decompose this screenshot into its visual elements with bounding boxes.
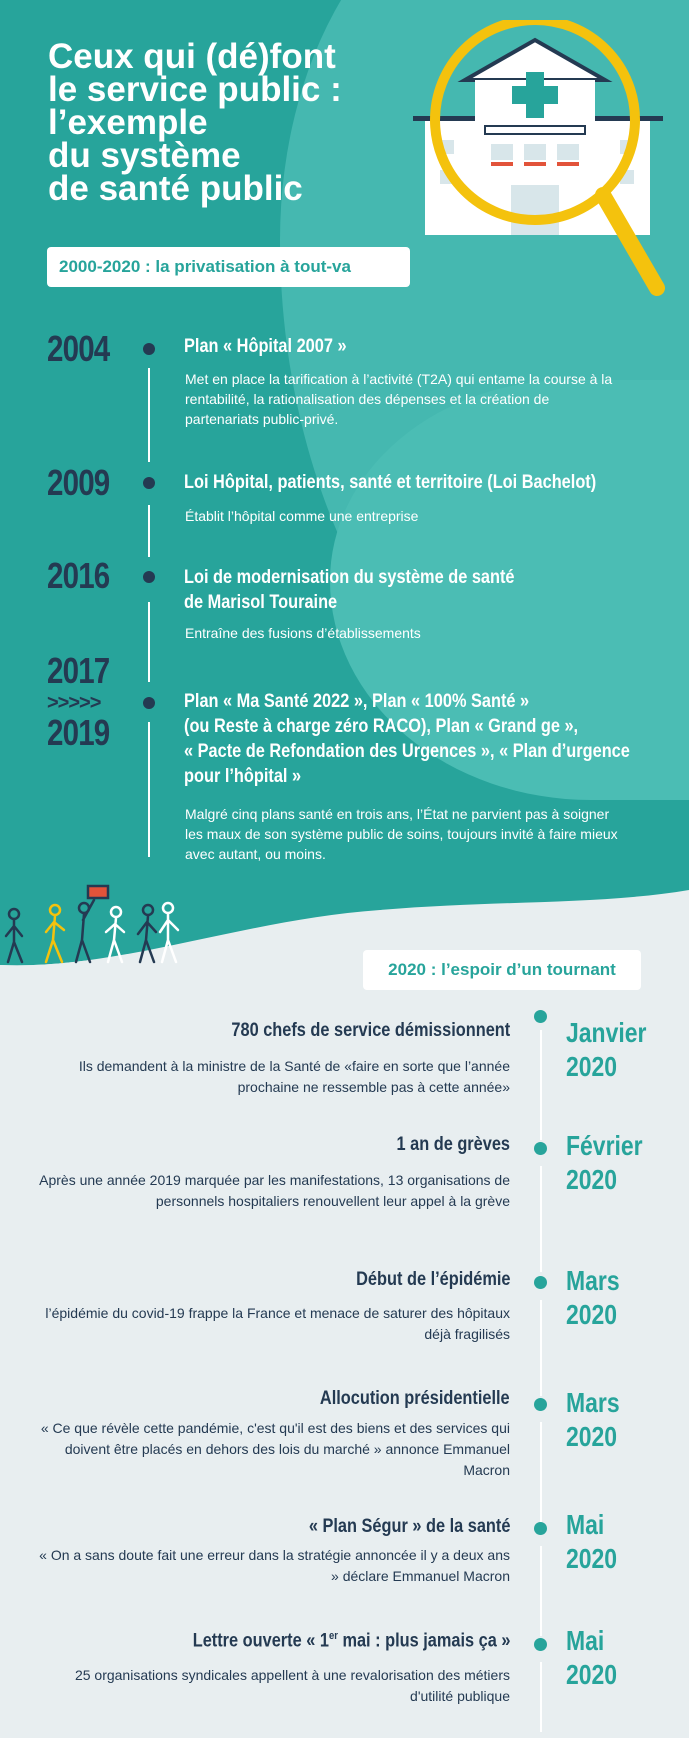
- event-month: Mai: [566, 1625, 605, 1656]
- timeline-line: [540, 1166, 542, 1272]
- timeline-dot: [143, 477, 155, 489]
- event-description: « On a sans doute fait une erreur dans la stratégie annoncée il y a deux ans » déclare Emmanuel Macron: [39, 1547, 510, 1584]
- event-year: 2020: [566, 1543, 618, 1574]
- event-description: « Ce que révèle cette pandémie, c'est qu'il est des biens et des services qui doivent être placés en dehors des lois du marché » annonce Emmanuel Macron: [40, 1420, 510, 1478]
- timeline-line: [540, 1030, 542, 1140]
- timeline-dot: [534, 1142, 547, 1155]
- event-description: l’épidémie du covid-19 frappe la France et menace de saturer des hôpitaux déjà fragilisés: [45, 1305, 510, 1342]
- event-year: 2020: [566, 1051, 618, 1082]
- event-title: Loi Hôpital, patients, santé et territoire (Loi Bachelot): [184, 472, 597, 493]
- timeline-dot: [534, 1276, 547, 1289]
- timeline-line: [148, 602, 150, 682]
- timeline-dot: [534, 1010, 547, 1023]
- timeline-dot: [534, 1522, 547, 1535]
- event-title-line: (ou Reste à charge zéro RACO), Plan « Grand ge »,: [184, 716, 579, 737]
- timeline-dot: [534, 1638, 547, 1651]
- timeline-line: [540, 1422, 542, 1522]
- event-month: Mai: [566, 1509, 605, 1540]
- timeline-dot: [143, 697, 155, 709]
- event-title: [184, 565, 666, 615]
- event-description: Après une année 2019 marquée par les manifestations, 13 organisations de personnels hospitaliers renouvellent leur appel à la grève: [39, 1172, 510, 1209]
- event-year: 2020: [566, 1299, 618, 1330]
- hospital-magnifier-illustration: [405, 20, 675, 300]
- event-title: 1 an de grèves: [396, 1134, 510, 1155]
- event-year: 2020: [566, 1421, 618, 1452]
- title-line: du système: [48, 136, 241, 175]
- event-title-line: Plan « Ma Santé 2022 », Plan « 100% Santé »: [184, 691, 530, 712]
- title-line: de santé public: [48, 169, 303, 208]
- timeline-line: [540, 1662, 542, 1732]
- event-date: [566, 1016, 646, 1084]
- event-month: Janvier: [566, 1017, 647, 1048]
- event-title-part: mai : plus jamais ça »: [337, 1630, 510, 1652]
- timeline-dot: [534, 1398, 547, 1411]
- timeline-year: 2009: [47, 462, 110, 503]
- event-month: Mars: [566, 1265, 620, 1296]
- event-title-line: Loi de modernisation du système de santé: [184, 567, 515, 588]
- event-description: 25 organisations syndicales appellent à une revalorisation des métiers d'utilité publique: [74, 1667, 510, 1704]
- event-title: Allocution présidentielle: [320, 1388, 510, 1409]
- title-line: l’exemple: [48, 103, 208, 142]
- event-title: [192, 1630, 510, 1652]
- event-date: [566, 1386, 620, 1454]
- event-date: [566, 1624, 617, 1692]
- event-date: [566, 1129, 643, 1197]
- timeline-year-start: 2017: [47, 650, 110, 691]
- section-label-privatisation: 2000-2020 : la privatisation à tout-va: [47, 247, 410, 287]
- event-year: 2020: [566, 1164, 618, 1195]
- event-title-line: pour l’hôpital »: [184, 766, 302, 787]
- title-line: Ceux qui (dé)font: [48, 37, 336, 76]
- event-title: Plan « Hôpital 2007 »: [184, 336, 347, 357]
- event-date: [566, 1508, 617, 1576]
- event-description: Malgré cinq plans santé en trois ans, l’État ne parvient pas à soigner les maux de son système public de soins, toujours invité à faire mieux avec autant, ou moins.: [185, 806, 618, 862]
- page-title: [48, 37, 408, 208]
- timeline-dot: [143, 571, 155, 583]
- timeline-line: [148, 505, 150, 557]
- event-title: [184, 689, 666, 789]
- event-description: Entraîne des fusions d’établissements: [185, 625, 421, 641]
- section-label-tournant: 2020 : l’espoir d’un tournant: [363, 950, 641, 990]
- event-title: « Plan Ségur » de la santé: [308, 1516, 510, 1537]
- timeline-year: 2016: [47, 555, 110, 596]
- timeline-line: [540, 1300, 542, 1396]
- title-line: le service public :: [48, 70, 342, 109]
- timeline-line: [148, 368, 150, 462]
- event-title: 780 chefs de service démissionnent: [231, 1020, 510, 1041]
- event-title-line: de Marisol Touraine: [184, 592, 338, 613]
- timeline-year: 2004: [47, 328, 110, 369]
- event-description: Ils demandent à la ministre de la Santé de «faire en sorte que l’année prochaine ne ressemble pas à cette année»: [78, 1058, 510, 1095]
- timeline-line: [540, 1546, 542, 1636]
- event-year: 2020: [566, 1659, 618, 1690]
- timeline-year-end: 2019: [47, 712, 110, 753]
- event-month: Mars: [566, 1387, 620, 1418]
- protesters-illustration: [0, 880, 190, 970]
- timeline-arrows: >>>>>: [47, 692, 101, 714]
- event-title-line: « Pacte de Refondation des Urgences », « Plan d’urgence: [184, 741, 630, 762]
- timeline-line: [148, 722, 150, 857]
- timeline-dot: [143, 343, 155, 355]
- event-title: Début de l’épidémie: [355, 1269, 510, 1290]
- event-month: Février: [566, 1130, 643, 1161]
- event-description: Met en place la tarification à l’activité (T2A) qui entame la course à la rentabilité, la rationalisation des dépenses et la création de partenariats public-privé.: [185, 371, 613, 427]
- event-description: Établit l’hôpital comme une entreprise: [185, 508, 419, 524]
- event-date: [566, 1264, 620, 1332]
- event-title-sup: er: [328, 1630, 338, 1642]
- event-title-part: Lettre ouverte « 1: [192, 1630, 329, 1652]
